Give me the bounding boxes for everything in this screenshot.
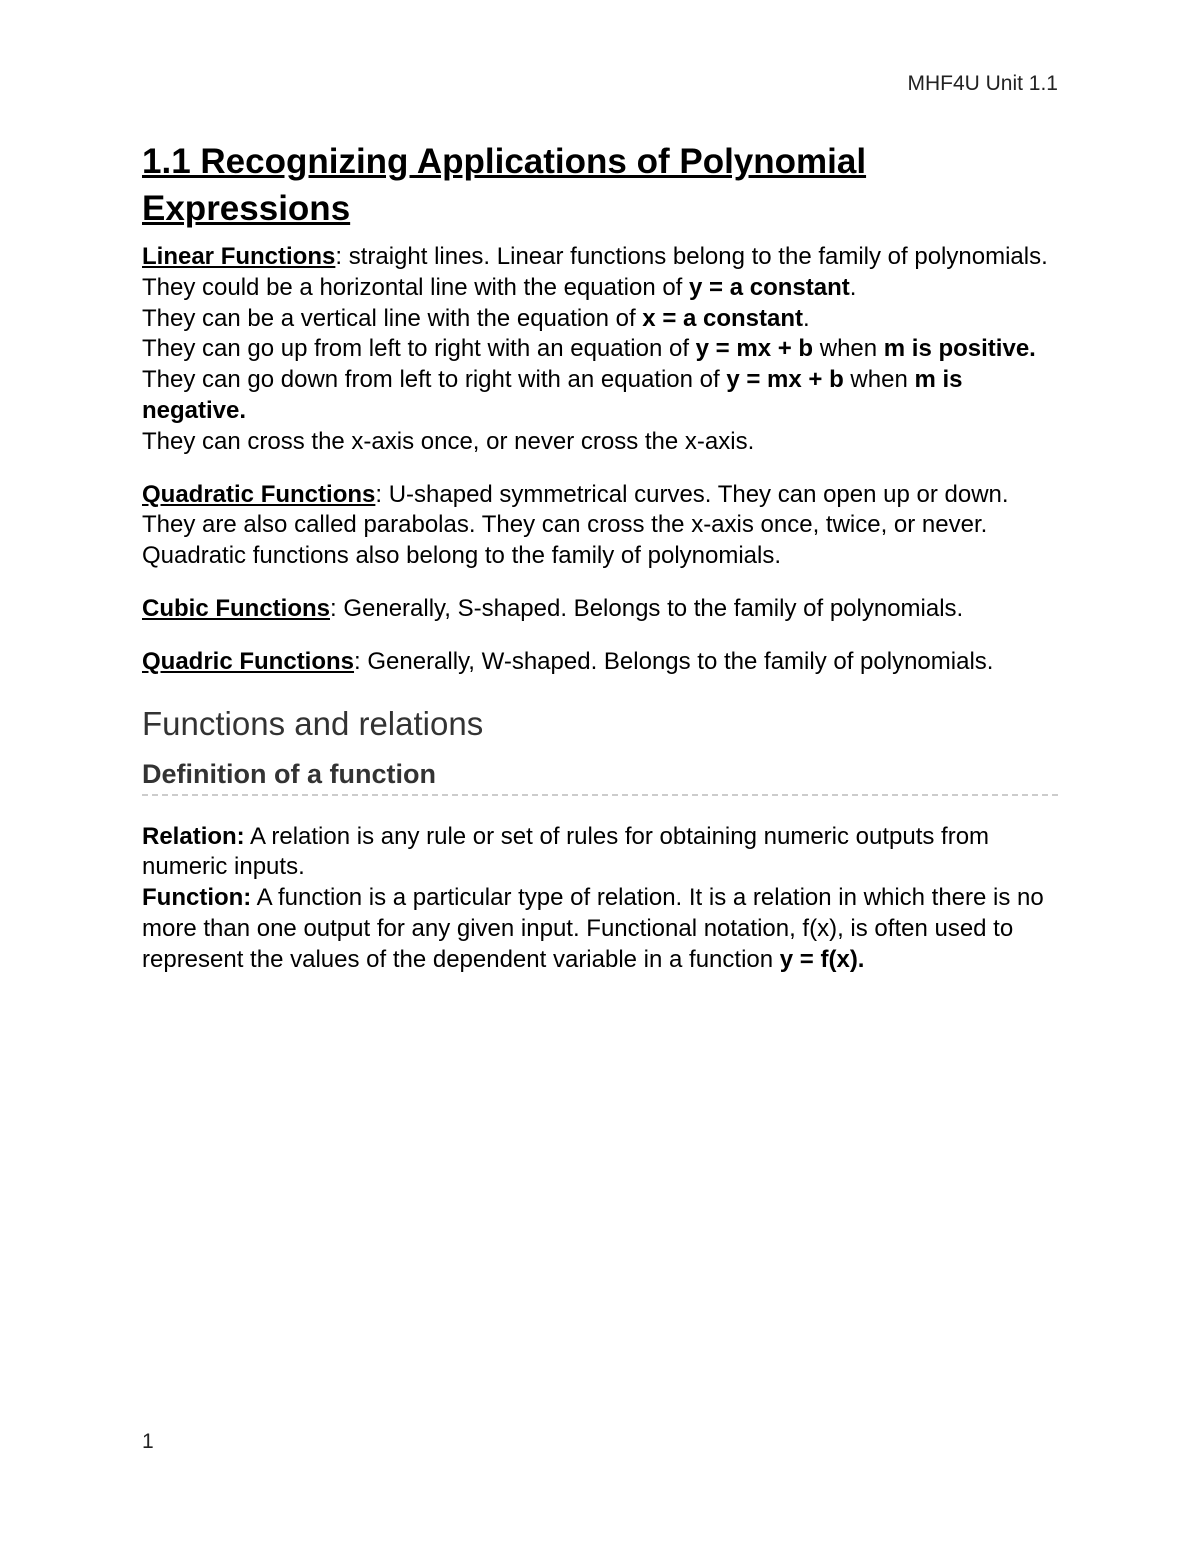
linear-down bbox=[142, 365, 1062, 427]
cubic-separator: : bbox=[330, 594, 337, 622]
horizontal-text: They could be a horizontal line with the equation of bbox=[142, 273, 690, 301]
linear-definition bbox=[142, 242, 1062, 273]
vertical-period: . bbox=[803, 304, 810, 332]
quadric-term: Quadric Functions bbox=[142, 647, 355, 675]
cubic-functions-block bbox=[142, 594, 1062, 625]
down-equation: y = mx + b bbox=[726, 366, 844, 394]
linear-up bbox=[142, 334, 1062, 365]
function-description: A function is a particular type of relation. It is a relation in which there is no more than one output for any given input. Functional notation, f(x), is often used to represent the values of the dependent variable in a function bbox=[142, 884, 1044, 973]
vertical-text: They can be a vertical line with the equation of bbox=[142, 304, 643, 332]
down-when: when bbox=[843, 366, 915, 394]
up-equation: y = mx + b bbox=[695, 335, 814, 363]
quadratic-term: Quadratic Functions bbox=[142, 480, 376, 508]
quadratic-separator: : bbox=[375, 480, 383, 508]
linear-horizontal bbox=[142, 273, 1062, 304]
linear-term: Linear Functions bbox=[142, 243, 336, 270]
quadratic-functions-block bbox=[142, 480, 1062, 572]
subsection-heading: Definition of a function bbox=[142, 758, 1058, 796]
horizontal-equation: y = a constant bbox=[689, 273, 850, 301]
linear-description: straight lines. Linear functions belong to the family of polynomials. bbox=[342, 243, 1048, 270]
up-text: They can go up from left to right with an equation of bbox=[142, 335, 696, 363]
quadric-description: Generally, W-shaped. Belongs to the family of polynomials. bbox=[360, 647, 994, 675]
function-definition bbox=[142, 883, 1062, 975]
linear-vertical bbox=[142, 304, 1062, 335]
function-equation: y = f(x). bbox=[779, 945, 865, 973]
quadratic-description: U-shaped symmetrical curves. They can open up or down. They are also called parabolas. They can cross the x-axis once, twice, or never. Quadratic functions also belong to the family of polynomials. bbox=[142, 480, 1009, 570]
running-head: MHF4U Unit 1.1 bbox=[907, 72, 1058, 95]
linear-functions-block bbox=[142, 242, 1062, 458]
relation-term: Relation: bbox=[142, 822, 245, 850]
up-condition: m is positive. bbox=[883, 335, 1036, 363]
linear-separator: : bbox=[335, 243, 343, 270]
up-when: when bbox=[813, 335, 884, 363]
cubic-term: Cubic Functions bbox=[142, 594, 330, 622]
page-content bbox=[142, 138, 1062, 976]
section-heading: Functions and relations bbox=[142, 704, 484, 742]
relation-definition bbox=[142, 822, 1062, 884]
quadric-functions-block bbox=[142, 647, 1062, 678]
quadric-separator: : bbox=[354, 647, 361, 675]
relation-description: A relation is any rule or set of rules for obtaining numeric outputs from numeric inputs. bbox=[142, 822, 990, 881]
vertical-equation: x = a constant bbox=[642, 304, 804, 332]
document-title: 1.1 Recognizing Applications of Polynomial Expressions bbox=[142, 142, 867, 228]
horizontal-period: . bbox=[849, 273, 857, 301]
page-number: 1 bbox=[142, 1430, 154, 1453]
down-condition: m is negative. bbox=[142, 366, 963, 424]
function-term: Function: bbox=[142, 884, 252, 912]
linear-cross: They can cross the x-axis once, or never cross the x-axis. bbox=[142, 427, 755, 455]
down-text: They can go down from left to right with an equation of bbox=[142, 366, 727, 394]
cubic-description: Generally, S-shaped. Belongs to the family of polynomials. bbox=[336, 594, 964, 622]
